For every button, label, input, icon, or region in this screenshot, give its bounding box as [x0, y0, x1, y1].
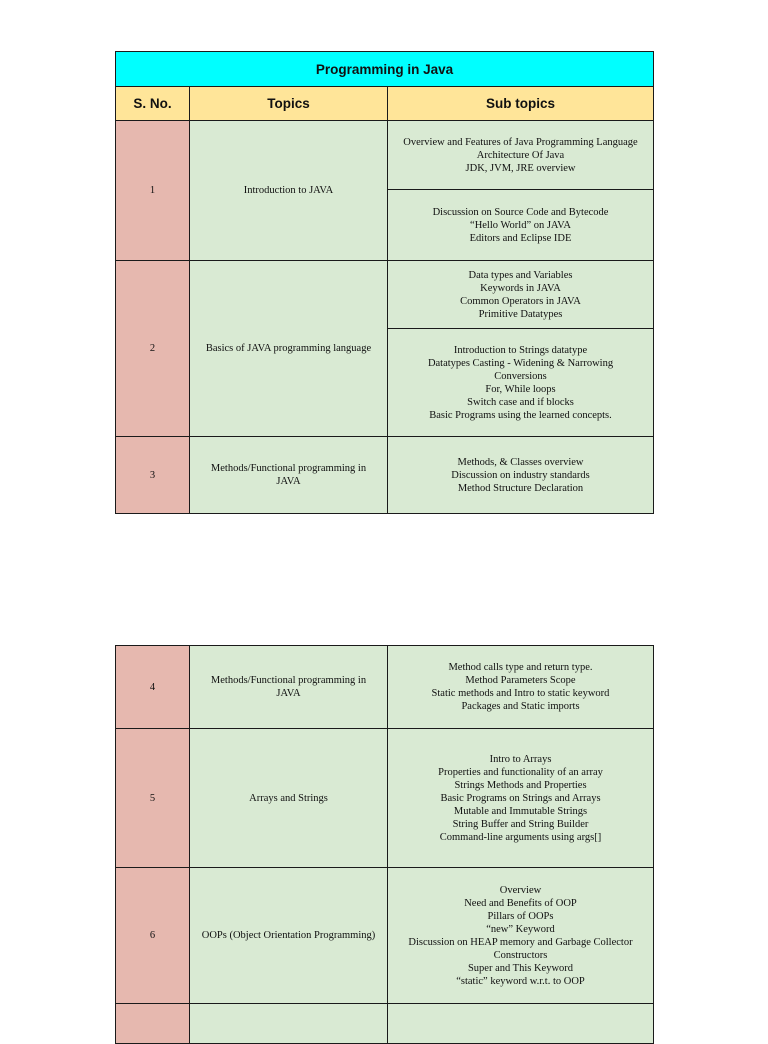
table-title: Programming in Java — [116, 52, 654, 87]
syllabus-table-2 — [115, 645, 654, 1044]
subtopic-line: Discussion on HEAP memory and Garbage Collector — [408, 936, 633, 948]
topic-cell — [190, 121, 388, 261]
subtopic-line: “Hello World” on JAVA — [470, 219, 571, 231]
subtopic-line: Overview — [499, 884, 542, 896]
topic-text: Introduction to JAVA — [243, 185, 334, 196]
subtopic-line: For, While loops — [485, 383, 556, 395]
subtopics-cell — [388, 190, 654, 261]
subtopic-line: Discussion on Source Code and Bytecode — [432, 206, 609, 218]
table-row — [116, 729, 654, 868]
subtopic-line: Basic Programs on Strings and Arrays — [440, 792, 601, 804]
table-row — [116, 121, 654, 190]
table-row — [116, 261, 654, 329]
subtopics-cell — [388, 121, 654, 190]
subtopic-line: Primitive Datatypes — [478, 308, 563, 320]
subtopic-line: Overview and Features of Java Programming Language — [403, 136, 638, 148]
topic-cell — [190, 729, 388, 868]
topic-cell — [190, 646, 388, 729]
sno-cell: 5 — [116, 729, 190, 868]
subtopic-line: Packages and Static imports — [461, 701, 580, 712]
subtopic-line: Datatypes Casting - Widening & Narrowing — [427, 357, 614, 369]
subtopic-line: Command-line arguments using args[] — [439, 831, 602, 843]
header-row — [116, 87, 654, 121]
subtopic-line: Discussion on industry standards — [451, 469, 590, 481]
subtopic-line: Need and Benefits of OOP — [464, 897, 577, 909]
header-sno: S. No. — [116, 87, 190, 121]
header-topics: Topics — [190, 87, 388, 121]
subtopic-line: Keywords in JAVA — [480, 282, 561, 294]
topic-text: Methods/Functional programming in JAVA — [210, 675, 367, 699]
subtopic-line: Mutable and Immutable Strings — [453, 805, 588, 817]
topic-cell — [190, 437, 388, 514]
subtopic-line: Static methods and Intro to static keyword — [431, 688, 610, 699]
subtopic-line: Editors and Eclipse IDE — [469, 232, 572, 244]
subtopic-line: Method Structure Declaration — [457, 482, 584, 494]
syllabus-table-1 — [115, 51, 654, 514]
sno-cell: 3 — [116, 437, 190, 514]
subtopic-line: “static” keyword w.r.t. to OOP — [456, 975, 585, 987]
table-row — [116, 646, 654, 729]
subtopic-line: Method calls type and return type. — [448, 662, 593, 673]
title-row — [116, 52, 654, 87]
subtopic-line: Super and This Keyword — [467, 962, 574, 974]
subtopics-cell — [388, 329, 654, 437]
subtopics-cell — [388, 437, 654, 514]
subtopic-line: Methods, & Classes overview — [457, 456, 584, 468]
topic-text: Basics of JAVA programming language — [205, 343, 372, 354]
topic-cell — [190, 868, 388, 1004]
subtopic-line: Switch case and if blocks — [467, 396, 574, 408]
header-subtopics: Sub topics — [388, 87, 654, 121]
topic-text: OOPs (Object Orientation Programming) — [201, 930, 376, 941]
subtopic-line: Conversions — [494, 370, 547, 382]
sno-cell: 4 — [116, 646, 190, 729]
subtopics-cell — [388, 261, 654, 329]
subtopics-cell — [388, 868, 654, 1004]
subtopic-line: JDK, JVM, JRE overview — [465, 162, 576, 174]
table-row — [116, 868, 654, 1004]
subtopic-line: Constructors — [493, 949, 548, 961]
subtopic-line: “new” Keyword — [486, 923, 555, 935]
subtopic-line: Pillars of OOPs — [487, 910, 554, 922]
table-row — [116, 437, 654, 514]
subtopic-line: Basic Programs using the learned concepts. — [429, 409, 612, 421]
subtopic-line: Strings Methods and Properties — [454, 779, 587, 791]
sno-cell: 1 — [116, 121, 190, 261]
subtopic-line: Architecture Of Java — [476, 149, 565, 161]
topic-text: Arrays and Strings — [249, 792, 328, 804]
sno-cell: 6 — [116, 868, 190, 1004]
subtopic-line: Data types and Variables — [468, 269, 573, 281]
subtopic-line: Properties and functionality of an array — [438, 766, 603, 778]
topic-text: Methods/Functional programming in JAVA — [210, 463, 367, 487]
subtopic-line: Method Parameters Scope — [465, 675, 576, 686]
subtopic-line: String Buffer and String Builder — [452, 818, 589, 830]
subtopic-line: Common Operators in JAVA — [460, 295, 581, 307]
subtopic-line: Intro to Arrays — [489, 753, 552, 765]
topic-cell — [190, 261, 388, 437]
sno-cell: 2 — [116, 261, 190, 437]
subtopics-cell — [388, 646, 654, 729]
subtopics-cell — [388, 729, 654, 868]
subtopic-line: Introduction to Strings datatype — [453, 344, 588, 356]
